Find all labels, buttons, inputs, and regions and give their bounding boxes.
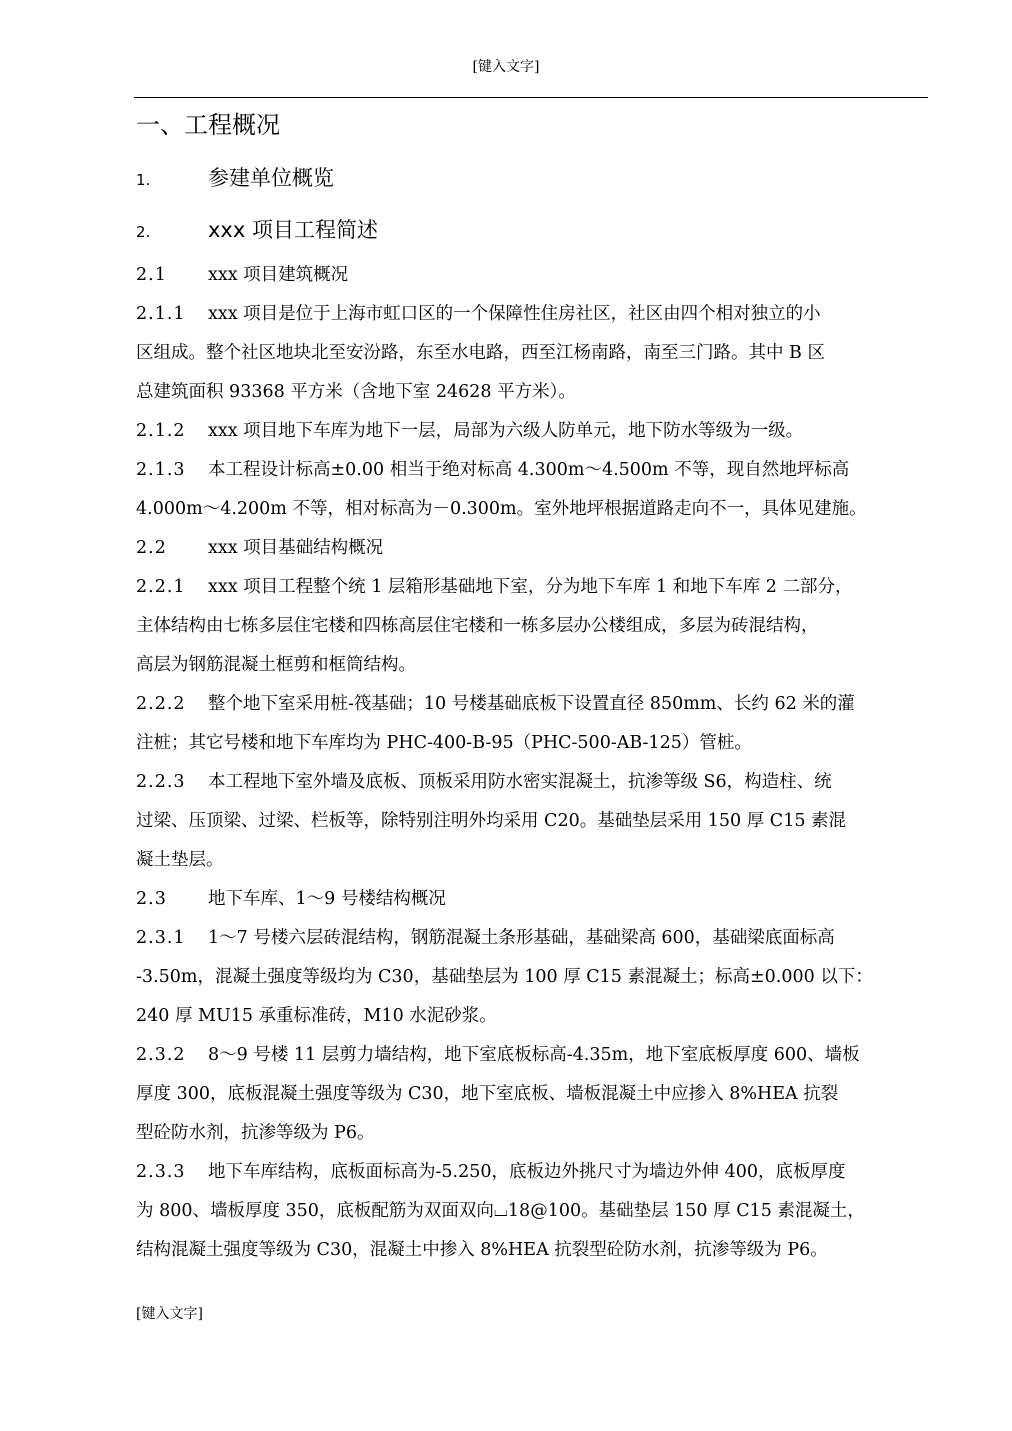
paragraph-number: 2.3.1 bbox=[136, 928, 186, 948]
paragraph-line bbox=[136, 568, 928, 607]
paragraph-line bbox=[136, 295, 928, 334]
paragraph bbox=[136, 412, 928, 451]
paragraph bbox=[136, 295, 928, 412]
page-footer: [键入文字] bbox=[136, 1306, 203, 1322]
paragraph-line bbox=[136, 841, 928, 880]
heading-text: xxx 项目工程简述 bbox=[208, 218, 378, 242]
document-body bbox=[136, 100, 928, 1270]
paragraph-text: 厚度 300，底板混凝土强度等级为 C30，地下室底板、墙板混凝土中应掺入 8%HEA 抗裂 bbox=[136, 1084, 839, 1104]
section-title: 一、工程概况 bbox=[136, 111, 280, 139]
paragraph-number: 2.2.3 bbox=[136, 772, 186, 792]
paragraph-line bbox=[136, 1075, 928, 1114]
paragraph bbox=[136, 1153, 928, 1270]
paragraph-number: 2.1.3 bbox=[136, 460, 186, 480]
paragraph-text: 240 厚 MU15 承重标准砖，M10 水泥砂浆。 bbox=[136, 1006, 497, 1026]
heading-1 bbox=[136, 152, 928, 204]
paragraph-list bbox=[136, 256, 928, 1270]
paragraph-text: 注桩；其它号楼和地下车库均为 PHC-400-B-95（PHC-500-AB-125）管桩。 bbox=[136, 733, 752, 753]
paragraph-line bbox=[136, 997, 928, 1036]
paragraph-text: 高层为钢筋混凝土框剪和框筒结构。 bbox=[136, 655, 416, 675]
paragraph-number: 2.2.1 bbox=[136, 577, 186, 597]
paragraph-line bbox=[136, 1192, 928, 1231]
page-header: [键入文字] bbox=[472, 59, 540, 75]
paragraph-line bbox=[136, 958, 928, 997]
heading-2 bbox=[136, 204, 928, 256]
paragraph-line bbox=[136, 1153, 928, 1192]
paragraph-text: 1～7 号楼六层砖混结构，钢筋混凝土条形基础，基础梁高 600，基础梁底面标高 bbox=[208, 928, 835, 948]
paragraph bbox=[136, 256, 928, 295]
paragraph-text: 结构混凝土强度等级为 C30，混凝土中掺入 8%HEA 抗裂型砼防水剂，抗渗等级为 P6。 bbox=[136, 1240, 828, 1260]
paragraph-line bbox=[136, 724, 928, 763]
paragraph-line bbox=[136, 646, 928, 685]
paragraph-number: 2.3 bbox=[136, 889, 167, 909]
paragraph-text: 型砼防水剂，抗渗等级为 P6。 bbox=[136, 1123, 375, 1143]
paragraph-text: 过梁、压顶梁、过梁、栏板等，除特别注明外均采用 C20。基础垫层采用 150 厚 C15 素混 bbox=[136, 811, 847, 831]
paragraph-line bbox=[136, 1231, 928, 1270]
header-divider bbox=[134, 97, 928, 98]
paragraph-text: 区组成。整个社区地块北至安汾路，东至水电路，西至江杨南路，南至三门路。其中 B 区 bbox=[136, 343, 825, 363]
paragraph bbox=[136, 919, 928, 1036]
paragraph bbox=[136, 568, 928, 685]
paragraph bbox=[136, 529, 928, 568]
paragraph-text: 凝土垫层。 bbox=[136, 850, 224, 870]
paragraph-text: xxx 项目地下车库为地下一层，局部为六级人防单元，地下防水等级为一级。 bbox=[208, 421, 804, 441]
paragraph-text: xxx 项目基础结构概况 bbox=[208, 538, 384, 558]
paragraph bbox=[136, 763, 928, 880]
paragraph-text: 4.000m～4.200m 不等，相对标高为－0.300m。室外地坪根据道路走向不一，具体见建施。 bbox=[136, 499, 867, 519]
paragraph-line bbox=[136, 685, 928, 724]
paragraph-text: 整个地下室采用桩-筏基础；10 号楼基础底板下设置直径 850mm、长约 62 米的灌 bbox=[208, 694, 855, 714]
paragraph-line bbox=[136, 802, 928, 841]
paragraph-line bbox=[136, 1036, 928, 1075]
paragraph-number: 2.1.2 bbox=[136, 421, 186, 441]
paragraph-text: 总建筑面积 93368 平方米（含地下室 24628 平方米）。 bbox=[136, 382, 576, 402]
paragraph-text: 本工程设计标高±0.00 相当于绝对标高 4.300m～4.500m 不等，现自然地坪标高 bbox=[208, 460, 850, 480]
paragraph-text: 本工程地下室外墙及底板、顶板采用防水密实混凝土，抗渗等级 S6，构造柱、统 bbox=[208, 772, 832, 792]
paragraph-text: xxx 项目是位于上海市虹口区的一个保障性住房社区，社区由四个相对独立的小 bbox=[208, 304, 821, 324]
paragraph-text: 地下车库、1～9 号楼结构概况 bbox=[208, 889, 446, 909]
paragraph-number: 2.2.2 bbox=[136, 694, 186, 714]
heading-number: 1. bbox=[136, 171, 151, 189]
paragraph-line bbox=[136, 334, 928, 373]
paragraph-line bbox=[136, 880, 928, 919]
paragraph-text: 为 800、墙板厚度 350，底板配筋为双面双向⌴18@100。基础垫层 150 厚 C15 素混凝土， bbox=[136, 1201, 865, 1221]
paragraph-number: 2.2 bbox=[136, 538, 167, 558]
paragraph-line bbox=[136, 412, 928, 451]
paragraph bbox=[136, 880, 928, 919]
paragraph-line bbox=[136, 490, 928, 529]
paragraph bbox=[136, 685, 928, 763]
paragraph-text: 8～9 号楼 11 层剪力墙结构，地下室底板标高-4.35m，地下室底板厚度 600、墙板 bbox=[208, 1045, 860, 1065]
paragraph bbox=[136, 1036, 928, 1153]
paragraph-text: 主体结构由七栋多层住宅楼和四栋高层住宅楼和一栋多层办公楼组成，多层为砖混结构， bbox=[136, 616, 819, 636]
paragraph-text: 地下车库结构，底板面标高为-5.250，底板边外挑尺寸为墙边外伸 400，底板厚度 bbox=[208, 1162, 846, 1182]
paragraph-line bbox=[136, 919, 928, 958]
paragraph-line bbox=[136, 451, 928, 490]
paragraph-line bbox=[136, 529, 928, 568]
paragraph-number: 2.3.3 bbox=[136, 1162, 186, 1182]
paragraph-text: xxx 项目工程整个统 1 层箱形基础地下室，分为地下车库 1 和地下车库 2 二部分， bbox=[208, 577, 853, 597]
paragraph-line bbox=[136, 1114, 928, 1153]
paragraph-line bbox=[136, 373, 928, 412]
paragraph-line bbox=[136, 763, 928, 802]
paragraph-line bbox=[136, 256, 928, 295]
heading-text: 参建单位概览 bbox=[208, 166, 334, 190]
paragraph-text: xxx 项目建筑概况 bbox=[208, 265, 349, 285]
paragraph bbox=[136, 451, 928, 529]
paragraph-number: 2.3.2 bbox=[136, 1045, 186, 1065]
heading-number: 2. bbox=[136, 223, 151, 241]
paragraph-number: 2.1.1 bbox=[136, 304, 186, 324]
paragraph-line bbox=[136, 607, 928, 646]
paragraph-text: -3.50m，混凝土强度等级均为 C30，基础垫层为 100 厚 C15 素混凝土；标高±0.000 以下： bbox=[136, 967, 873, 987]
paragraph-number: 2.1 bbox=[136, 265, 167, 285]
